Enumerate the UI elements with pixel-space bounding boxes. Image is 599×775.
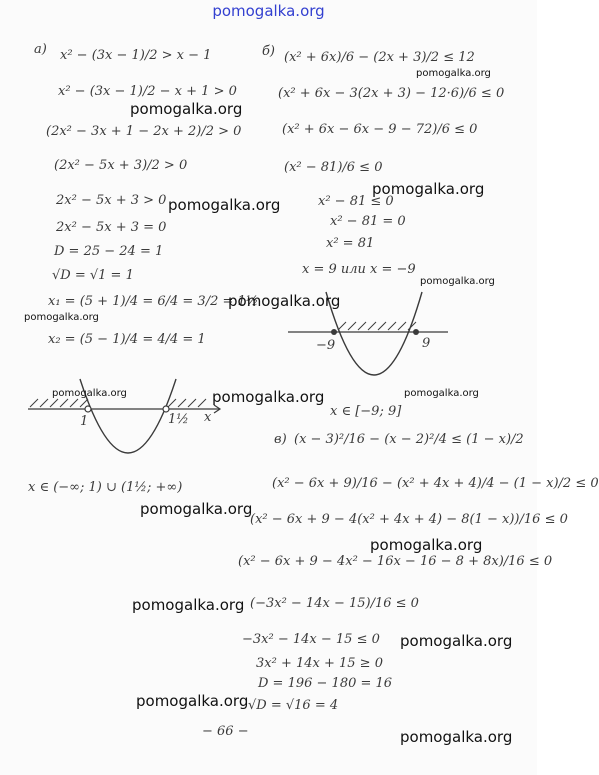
part-c-line-8: D = 196 − 180 = 16 <box>258 676 393 691</box>
graph-b-root-left: −9 <box>316 338 336 353</box>
part-b-line-6: x² − 81 = 0 <box>330 214 406 229</box>
part-c-line-9: √D = √16 = 4 <box>248 698 339 713</box>
watermark: pomogalka.org <box>136 692 249 710</box>
part-b-line-3: (x² + 6x − 6x − 9 − 72)/6 ≤ 0 <box>282 122 478 137</box>
site-header[interactable]: pomogalka.org <box>212 2 325 20</box>
watermark: pomogalka.org <box>168 196 281 214</box>
part-c-line-6: −3x² − 14x − 15 ≤ 0 <box>242 632 380 647</box>
part-c-line-5: (−3x² − 14x − 15)/16 ≤ 0 <box>250 596 419 611</box>
part-b-answer: x ∈ [−9; 9] <box>330 404 402 419</box>
part-a-answer: x ∈ (−∞; 1) ∪ (1½; +∞) <box>28 480 183 495</box>
part-b-line-8: x = 9 или x = −9 <box>302 262 416 277</box>
part-a-line-4: (2x² − 5x + 3)/2 > 0 <box>54 158 188 173</box>
part-a-line-8: √D = √1 = 1 <box>52 268 134 283</box>
part-c-line-3: (x² − 6x + 9 − 4(x² + 4x + 4) − 8(1 − x))/16 ≤ 0 <box>250 512 568 527</box>
watermark: pomogalka.org <box>400 632 513 650</box>
part-a-label: а) <box>34 42 47 57</box>
watermark: pomogalka.org <box>400 728 513 746</box>
watermark: pomogalka.org <box>370 536 483 554</box>
part-a-line-2: x² − (3x − 1)/2 − x + 1 > 0 <box>58 84 237 99</box>
part-c-line-2: (x² − 6x + 9)/16 − (x² + 4x + 4)/4 − (1 − x)/2 ≤ 0 <box>272 476 599 491</box>
part-a-line-3: (2x² − 3x + 1 − 2x + 2)/2 > 0 <box>46 124 242 139</box>
watermark: pomogalka.org <box>420 276 495 287</box>
graph-a-axis-label: x <box>204 410 212 425</box>
page-number: − 66 − <box>202 724 249 739</box>
watermark: pomogalka.org <box>228 292 341 310</box>
part-a-line-6: 2x² − 5x + 3 = 0 <box>56 220 167 235</box>
part-a-line-10: x₂ = (5 − 1)/4 = 4/4 = 1 <box>48 332 206 347</box>
watermark: pomogalka.org <box>130 100 243 118</box>
part-b-line-4: (x² − 81)/6 ≤ 0 <box>284 160 383 175</box>
part-c-line-1: (x − 3)²/16 − (x − 2)²/4 ≤ (1 − x)/2 <box>294 432 524 447</box>
part-a-line-1: x² − (3x − 1)/2 > x − 1 <box>60 48 212 63</box>
part-b-line-5: x² − 81 ≤ 0 <box>318 194 394 209</box>
watermark: pomogalka.org <box>212 388 325 406</box>
part-b-line-7: x² = 81 <box>326 236 375 251</box>
part-b-line-1: (x² + 6x)/6 − (2x + 3)/2 ≤ 12 <box>284 50 475 65</box>
watermark: pomogalka.org <box>404 388 479 399</box>
watermark: pomogalka.org <box>140 500 253 518</box>
watermark: pomogalka.org <box>372 180 485 198</box>
part-c-line-7: 3x² + 14x + 15 ≥ 0 <box>256 656 383 671</box>
graph-a-root-right: 1½ <box>168 412 189 427</box>
part-c-line-4: (x² − 6x + 9 − 4x² − 16x − 16 − 8 + 8x)/16 ≤ 0 <box>238 554 553 569</box>
graph-b-root-right: 9 <box>422 336 431 351</box>
watermark: pomogalka.org <box>52 388 127 399</box>
graph-a-root-left: 1 <box>80 414 89 429</box>
watermark: pomogalka.org <box>24 312 99 323</box>
part-a-line-9: x₁ = (5 + 1)/4 = 6/4 = 3/2 = 1½ <box>48 294 259 309</box>
part-b-line-2: (x² + 6x − 3(2x + 3) − 12·6)/6 ≤ 0 <box>278 86 505 101</box>
watermark: pomogalka.org <box>132 596 245 614</box>
part-c-label: в) <box>274 432 287 447</box>
part-a-line-5: 2x² − 5x + 3 > 0 <box>56 193 167 208</box>
part-a-line-7: D = 25 − 24 = 1 <box>54 244 164 259</box>
part-b-label: б) <box>262 44 276 59</box>
watermark: pomogalka.org <box>416 68 491 79</box>
